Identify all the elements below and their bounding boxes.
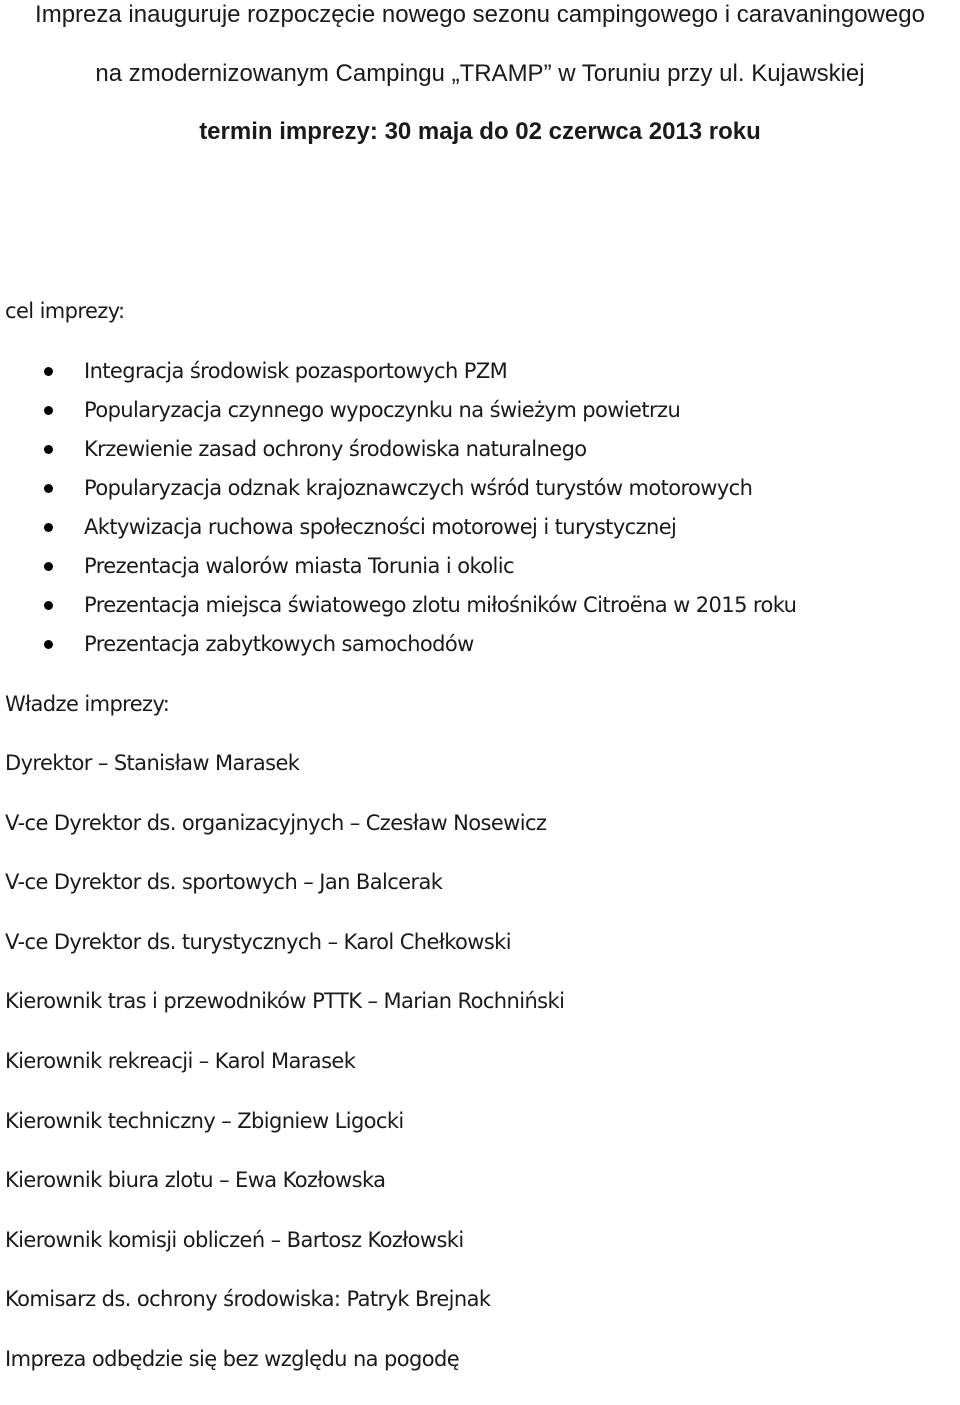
goal-list (0, 357, 796, 669)
goal-item-text: Prezentacja miejsca światowego zlotu miłośników Citroëna w 2015 roku (84, 593, 797, 617)
bullet-icon (44, 484, 53, 493)
staff-entry-office-manager: Kierownik biura zlotu – Ewa Kozłowska (5, 1168, 386, 1193)
bullet-icon (44, 523, 53, 532)
goal-item-text: Prezentacja walorów miasta Torunia i okolic (84, 554, 514, 578)
goal-item (0, 591, 796, 630)
goal-item-text: Krzewienie zasad ochrony środowiska naturalnego (84, 437, 587, 461)
bullet-icon (44, 640, 53, 649)
staff-entry-technical-manager: Kierownik techniczny – Zbigniew Ligocki (5, 1108, 404, 1133)
staff-entry-director: Dyrektor – Stanisław Marasek (5, 751, 300, 775)
staff-entry-vice-director-sports: V-ce Dyrektor ds. sportowych – Jan Balcerak (5, 870, 443, 895)
goal-item (0, 357, 796, 396)
goal-item-text: Popularyzacja czynnego wypoczynku na świeżym powietrzu (84, 398, 681, 422)
goal-item (0, 552, 796, 591)
event-date-line: termin imprezy: 30 maja do 02 czerwca 2013 roku (199, 118, 761, 145)
staff-entry-environment-commissioner: Komisarz ds. ochrony środowiska: Patryk Brejnak (5, 1287, 491, 1312)
weather-note: Impreza odbędzie się bez względu na pogodę (5, 1346, 460, 1371)
goal-item (0, 513, 796, 552)
goal-item-text: Prezentacja zabytkowych samochodów (84, 632, 474, 656)
goal-item (0, 630, 796, 669)
bullet-icon (44, 406, 53, 415)
staff-entry-recreation-manager: Kierownik rekreacji – Karol Marasek (5, 1048, 356, 1073)
bullet-icon (44, 367, 53, 376)
authorities-heading: Władze imprezy: (5, 692, 170, 716)
goal-item (0, 396, 796, 435)
goal-item (0, 474, 796, 513)
goal-item (0, 435, 796, 474)
goal-item-text: Popularyzacja odznak krajoznawczych wśród turystów motorowych (84, 476, 753, 500)
bullet-icon (44, 601, 53, 610)
goal-heading: cel imprezy: (5, 299, 125, 323)
goal-item-text: Integracja środowisk pozasportowych PZM (84, 359, 508, 383)
bullet-icon (44, 445, 53, 454)
goal-item-text: Aktywizacja ruchowa społeczności motorowej i turystycznej (84, 515, 677, 539)
staff-entry-routes-manager: Kierownik tras i przewodników PTTK – Marian Rochniński (5, 989, 565, 1014)
staff-entry-calculations-manager: Kierownik komisji obliczeń – Bartosz Kozłowski (5, 1227, 464, 1252)
staff-entry-vice-director-tourism: V-ce Dyrektor ds. turystycznych – Karol Chełkowski (5, 929, 511, 954)
bullet-icon (44, 562, 53, 571)
staff-entry-vice-director-organization: V-ce Dyrektor ds. organizacyjnych – Czesław Nosewicz (5, 810, 547, 835)
authorities-list (5, 749, 564, 1405)
intro-line-2: na zmodernizowanym Campingu „TRAMP” w Toruniu przy ul. Kujawskiej (95, 60, 865, 87)
intro-line-1: Impreza inauguruje rozpoczęcie nowego sezonu campingowego i caravaningowego (35, 1, 925, 28)
